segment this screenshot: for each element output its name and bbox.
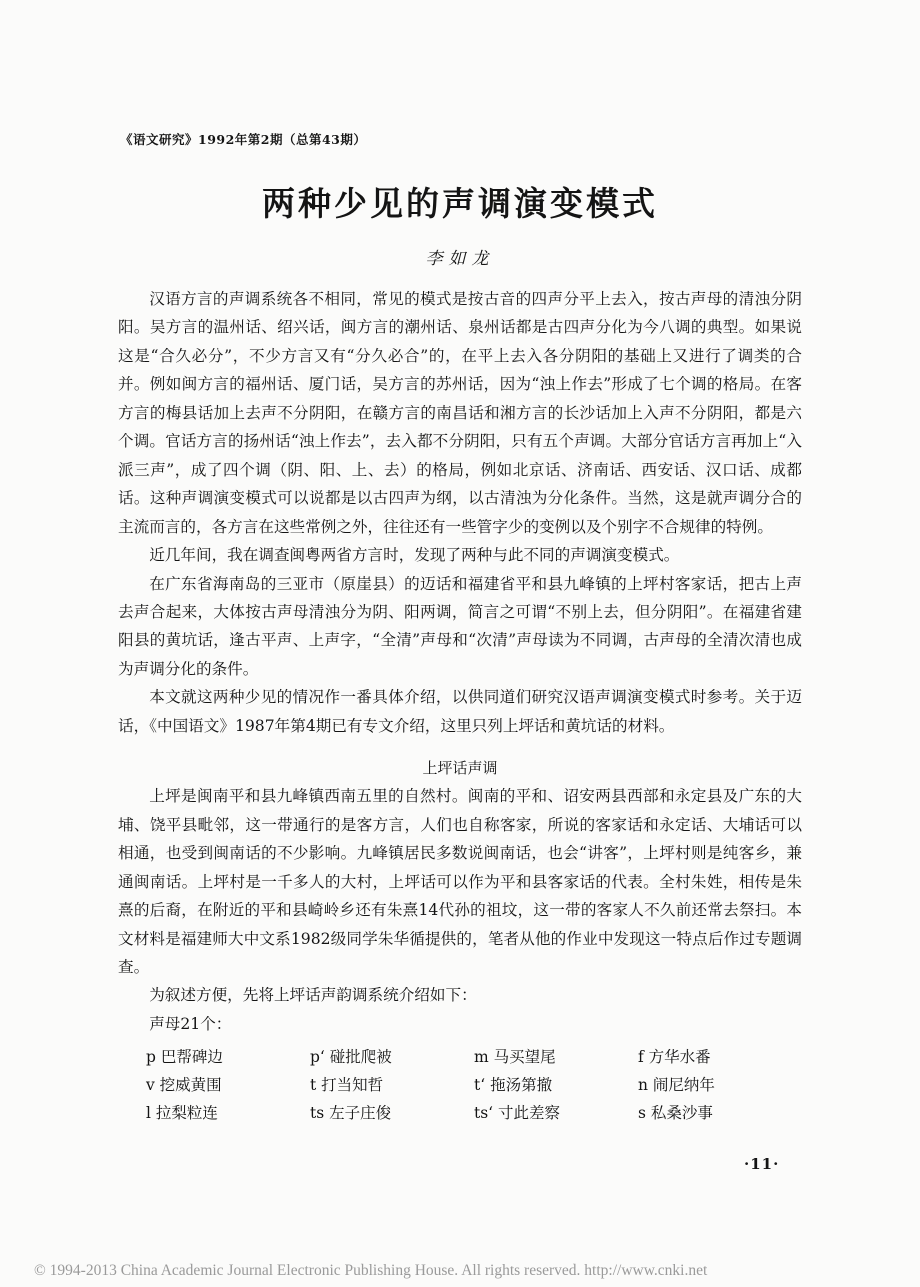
paragraph: 近几年间，我在调查闽粤两省方言时，发现了两种与此不同的声调演变模式。 bbox=[149, 546, 680, 565]
paragraph: 本文就这两种少见的情况作一番具体介绍，以供同道们研究汉语声调演变模式时参考。关于迈话，《中国语文》1987年第4期已有专文介绍，这里只列上坪话和黄坑话的材料。 bbox=[118, 688, 802, 735]
paragraph: 汉语方言的声调系统各不相同，常见的模式是按古音的四声分平上去入，按古声母的清浊分阴阳。吴方言的温州话、绍兴话，闽方言的潮州话、泉州话都是古四声分化为今八调的典型。如果说这是“合久必分”，不少方言又有“分久必合”的，在平上去入各分阴阳的基础上又进行了调类的合并。例如闽方言的福州话、厦门话，吴方言的苏州话，因为“浊上作去”形成了七个调的格局。在客方言的梅县话加上去声不分阴阳，在赣方言的南昌话和湘方言的长沙话加上入声不分阴阳，都是六个调。官话方言的扬州话“浊上作去”，去入都不分阴阳，只有五个声调。大部分官话方言再加上“入派三声”，成了四个调（阴、阳、上、去）的格局，例如北京话、济南话、西安话、汉口话、成都话。这种声调演变模式可以说都是以古四声为纲，以古清浊为分化条件。当然，这是就声调分合的主流而言的，各方言在这些常例之外，往往还有一些管字少的变例以及个别字不合规律的特例。 bbox=[118, 290, 802, 536]
initial-cell: t 打当知哲 bbox=[310, 1076, 384, 1095]
initial-cell: ts‘ 寸此差察 bbox=[474, 1104, 561, 1123]
initial-cell: m 马买望尾 bbox=[474, 1048, 556, 1067]
initial-cell: s 私桑沙事 bbox=[638, 1104, 713, 1123]
article-title: 两种少见的声调演变模式 bbox=[262, 184, 658, 223]
page-number: ·11· bbox=[744, 1155, 780, 1173]
paragraph: 上坪是闽南平和县九峰镇西南五里的自然村。闽南的平和、诏安两县西部和永定县及广东的大埔、饶平县毗邻，这一带通行的是客方言，人们也自称客家，所说的客家话和永定话、大埔话可以相通，也受到闽南话的不少影响。九峰镇居民多数说闽南话，也会“讲客”，上坪村则是纯客乡，兼通闽南话。上坪村是一千多人的大村，上坪话可以作为平和县客家话的代表。全村朱姓，相传是朱熹的后裔，在附近的平和县崎岭乡还有朱熹14代孙的祖坟，这一带的客家人不久前还常去祭扫。本文材料是福建师大中文系1982级同学朱华循提供的，笔者从他的作业中发现这一特点后作过专题调查。 bbox=[118, 787, 802, 976]
initial-cell: l 拉梨粒连 bbox=[146, 1104, 218, 1123]
initials-label: 声母21个： bbox=[149, 1014, 232, 1033]
initial-cell: ts 左子庄俊 bbox=[310, 1104, 392, 1123]
initial-cell: f 方华水番 bbox=[638, 1048, 711, 1067]
initial-cell: v 挖威黄围 bbox=[146, 1076, 222, 1095]
paragraph: 在广东省海南岛的三亚市（原崖县）的迈话和福建省平和县九峰镇的上坪村客家话，把古上声去声合起来，大体按古声母清浊分为阴、阳两调，简言之可谓“不别上去，但分阴阳”。在福建省建阳县的黄坑话，逢古平声、上声字，“全清”声母和“次清”声母读为不同调，古声母的全清次清也成为声调分化的条件。 bbox=[118, 574, 802, 678]
initial-cell: n 闹尼纳年 bbox=[638, 1076, 715, 1095]
copyright-footer: © 1994-2013 China Academic Journal Electronic Publishing House. All rights reserved. http://www.cnki.net bbox=[34, 1262, 708, 1279]
section-title: 上坪话声调 bbox=[422, 759, 498, 778]
initial-cell: p 巴帮碑边 bbox=[146, 1048, 223, 1067]
initial-cell: t‘ 拖汤第撤 bbox=[474, 1076, 553, 1095]
initial-cell: p‘ 碰批爬被 bbox=[310, 1048, 392, 1067]
initials-table bbox=[146, 1044, 802, 1126]
article-body bbox=[118, 285, 802, 1126]
paragraph: 为叙述方便，先将上坪话声韵调系统介绍如下： bbox=[149, 986, 477, 1005]
journal-header: 《语文研究》1992年第2期（总第43期） bbox=[120, 132, 367, 147]
author-name: 李如龙 bbox=[425, 249, 495, 269]
